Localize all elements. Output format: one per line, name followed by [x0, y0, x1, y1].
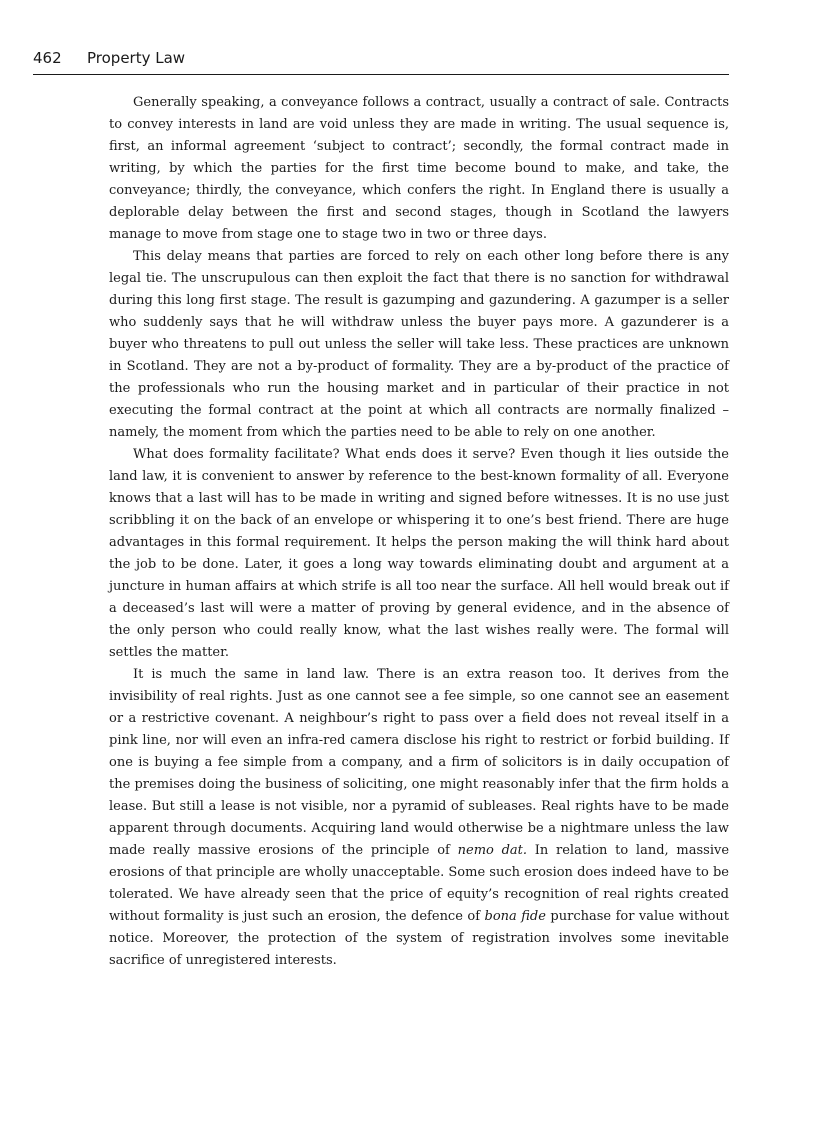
italic-term: bona fide [484, 909, 546, 924]
paragraph-text: In relation to land, massive erosions of that principle are wholly unacceptable. Some such erosion does indeed have to be tolerated. We have already seen that the price of equity’s recognition of real rights created without formality is just such an erosion, the defence of [109, 843, 730, 924]
paragraph: This delay means that parties are forced to rely on each other long before there is any legal tie. The unscrupulous can then exploit the fact that there is no sanction for withdrawal during this long first stage. The result is gazumping and gazundering. A gazumper is a seller who suddenly says that he will withdraw unless the buyer pays more. A gazunderer is a buyer who threatens to pull out unless the seller will take less. These practices are unknown in Scotland. They are not a by-product of formality. They are a by-product of the practice of the professionals who run the housing market and in particular of their practice in not executing the formal contract at the point at which all contracts are normally finalized – namely, the moment from which the parties need to be able to rely on one another. [109, 249, 729, 440]
paragraph: Generally speaking, a conveyance follows a contract, usually a contract of sale. Contracts to convey interests in land are void unless they are made in writing. The usual sequence is, first, an informal agreement ‘subject to contract’; secondly, the formal contract made in writing, by which the parties for the first time become bound to make, and take, the conveyance; thirdly, the conveyance, which confers the right. In England there is usually a deplorable delay between the first and second stages, though in Scotland the lawyers manage to move from stage one to stage two in two or three days. [109, 95, 729, 242]
paragraph-text: purchase for value without notice. Moreover, the protection of the system of registration involves some inevitable sacrifice of unregistered interests. [109, 909, 729, 968]
italic-term: nemo dat. [457, 843, 528, 858]
page-number: 462 [33, 49, 62, 67]
running-head-title: Property Law [87, 49, 186, 67]
running-header [33, 46, 729, 75]
body-text [109, 92, 729, 972]
paragraph [109, 664, 729, 972]
paragraph: What does formality facilitate? What ends does it serve? Even though it lies outside the land law, it is convenient to answer by reference to the best-known formality of all. Everyone knows that a last will has to be made in writing and signed before witnesses. It is no use just scribbling it on the back of an envelope or whispering it to one’s best friend. There are huge advantages in this formal requirement. It helps the person making the will think hard about the job to be done. Later, it goes a long way towards eliminating doubt and argument at a juncture in human affairs at which strife is all too near the surface. All hell would break out if a deceased’s last will were a matter of proving by general evidence, and in the absence of the only person who could really know, what the last wishes really were. The formal will settles the matter. [109, 447, 729, 660]
paragraph-text: It is much the same in land law. There is an extra reason too. It derives from the invisibility of real rights. Just as one cannot see a fee simple, so one cannot see an easement or a restrictive covenant. A neighbour’s right to pass over a field does not reveal itself in a pink line, nor will even an infra-red camera disclose his right to restrict or forbid building. If one is buying a fee simple from a company, and a firm of solicitors is in daily occupation of the premises doing the business of soliciting, one might reasonably infer that the firm holds a lease. But still a lease is not visible, nor a pyramid of subleases. Real rights have to be made apparent through documents. Acquiring land would otherwise be a nightmare unless the law made really massive erosions of the principle of [109, 667, 729, 858]
